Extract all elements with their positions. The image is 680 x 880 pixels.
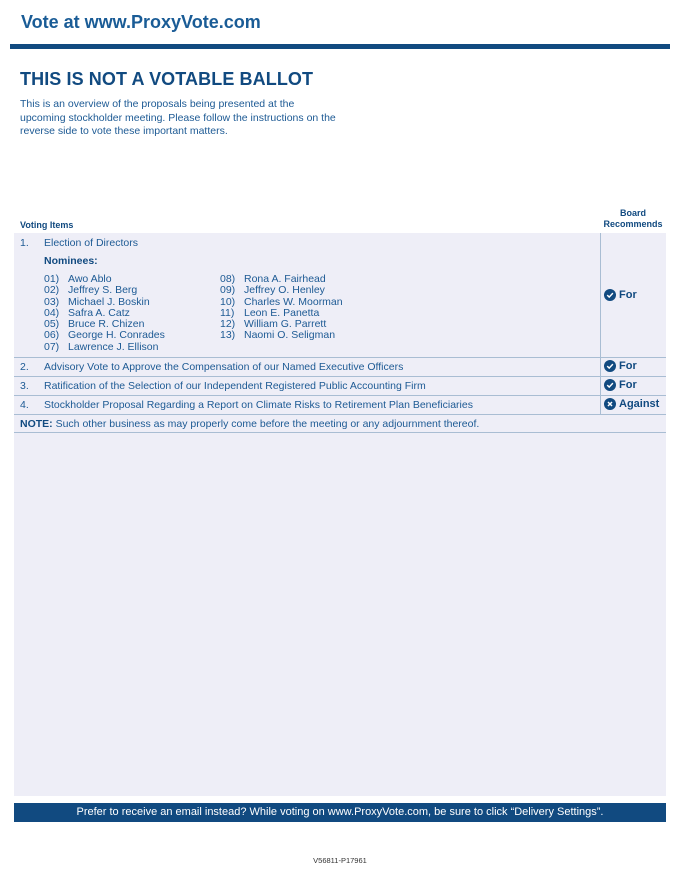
footer-banner: Prefer to receive an email instead? While voting on www.ProxyVote.com, be sure to click “Delivery Settings”.: [14, 803, 666, 822]
nominee-number: 07): [44, 340, 60, 353]
nominee-number: 08): [220, 273, 236, 285]
nominee-number: 04): [44, 306, 60, 319]
check-circle-icon: [604, 289, 616, 301]
board-recommends-header: [598, 208, 668, 230]
nominee-number: 02): [44, 284, 60, 297]
nominee-name: Safra A. Catz: [68, 306, 130, 319]
page-title: THIS IS NOT A VOTABLE BALLOT: [20, 69, 314, 89]
recommendation-label: For: [619, 379, 637, 391]
column-divider: [600, 358, 601, 376]
board-recommendation: [604, 379, 637, 391]
proposal-row-1: [14, 233, 666, 358]
note-text: Such other business as may properly come before the meeting or any adjournment thereof.: [52, 418, 480, 430]
recommendation-label: Against: [619, 398, 660, 410]
nominee-name: Lawrence J. Ellison: [68, 340, 159, 353]
proposal-text: Advisory Vote to Approve the Compensation of our Named Executive Officers: [44, 361, 404, 373]
recommendation-label: For: [619, 360, 637, 372]
column-divider: [600, 377, 601, 395]
column-divider: [600, 233, 601, 357]
nominee-number: 12): [220, 318, 236, 331]
nominee-name: Leon E. Panetta: [244, 306, 320, 319]
nominee-name: William G. Parrett: [244, 318, 327, 331]
nominee-name: Rona A. Fairhead: [244, 273, 326, 285]
proposal-text: Election of Directors: [44, 237, 138, 249]
nominee-number: 09): [220, 284, 236, 297]
nominee-list-right: [220, 274, 343, 342]
nominee-number: 05): [44, 318, 60, 331]
intro-text: This is an overview of the proposals being presented at the upcoming stockholder meeting. Please follow the instructions on the reverse side to vote these important matters.: [20, 98, 336, 137]
nominee-name: Jeffrey S. Berg: [68, 284, 138, 297]
board-header-line1: Board: [619, 208, 646, 218]
voting-items-header: Voting Items: [20, 220, 74, 230]
nominee-number: 13): [220, 329, 236, 342]
check-circle-icon: [604, 360, 616, 372]
list-item: [220, 285, 343, 296]
column-divider: [600, 396, 601, 414]
proposal-text: Stockholder Proposal Regarding a Report on Climate Risks to Retirement Plan Beneficiaries: [44, 399, 473, 411]
nominee-name: Charles W. Moorman: [244, 295, 343, 308]
recommendation-label: For: [619, 289, 637, 301]
board-header-line2: Recommends: [603, 219, 663, 229]
list-item: [44, 342, 165, 353]
check-circle-icon: [604, 379, 616, 391]
proposal-number: 3.: [20, 380, 29, 392]
nominee-name: Michael J. Boskin: [68, 295, 150, 308]
note-label: NOTE:: [20, 418, 53, 430]
proposal-row-4: [14, 396, 666, 415]
nominee-name: George H. Conrades: [68, 329, 165, 342]
nominee-name: Awo Ablo: [68, 273, 112, 285]
nominee-name: Bruce R. Chizen: [68, 318, 145, 331]
proposal-number: 2.: [20, 361, 29, 373]
board-recommendation: [604, 289, 637, 301]
header-title[interactable]: Vote at www.ProxyVote.com: [21, 12, 261, 32]
note: [20, 418, 479, 430]
proposal-number: 1.: [20, 237, 29, 249]
proposal-number: 4.: [20, 399, 29, 411]
nominee-list-left: [44, 274, 165, 353]
nominee-number: 06): [44, 329, 60, 342]
proposal-text: Ratification of the Selection of our Independent Registered Public Accounting Firm: [44, 380, 426, 392]
nominee-number: 03): [44, 295, 60, 308]
nominee-number: 01): [44, 273, 60, 285]
nominee-name: Jeffrey O. Henley: [244, 284, 325, 297]
board-recommendation: [604, 360, 637, 372]
document-code: V56811-P17961: [313, 856, 367, 865]
list-item: [44, 285, 165, 296]
header-rule: [10, 44, 670, 49]
nominee-name: Naomi O. Seligman: [244, 329, 336, 342]
nominee-number: 10): [220, 295, 236, 308]
list-item: [220, 330, 343, 341]
nominee-number: 11): [220, 306, 235, 319]
x-circle-icon: [604, 398, 616, 410]
proposal-row-3: [14, 377, 666, 396]
nominees-label: Nominees:: [44, 255, 98, 267]
proposal-row-2: [14, 358, 666, 377]
board-recommendation: [604, 398, 659, 410]
